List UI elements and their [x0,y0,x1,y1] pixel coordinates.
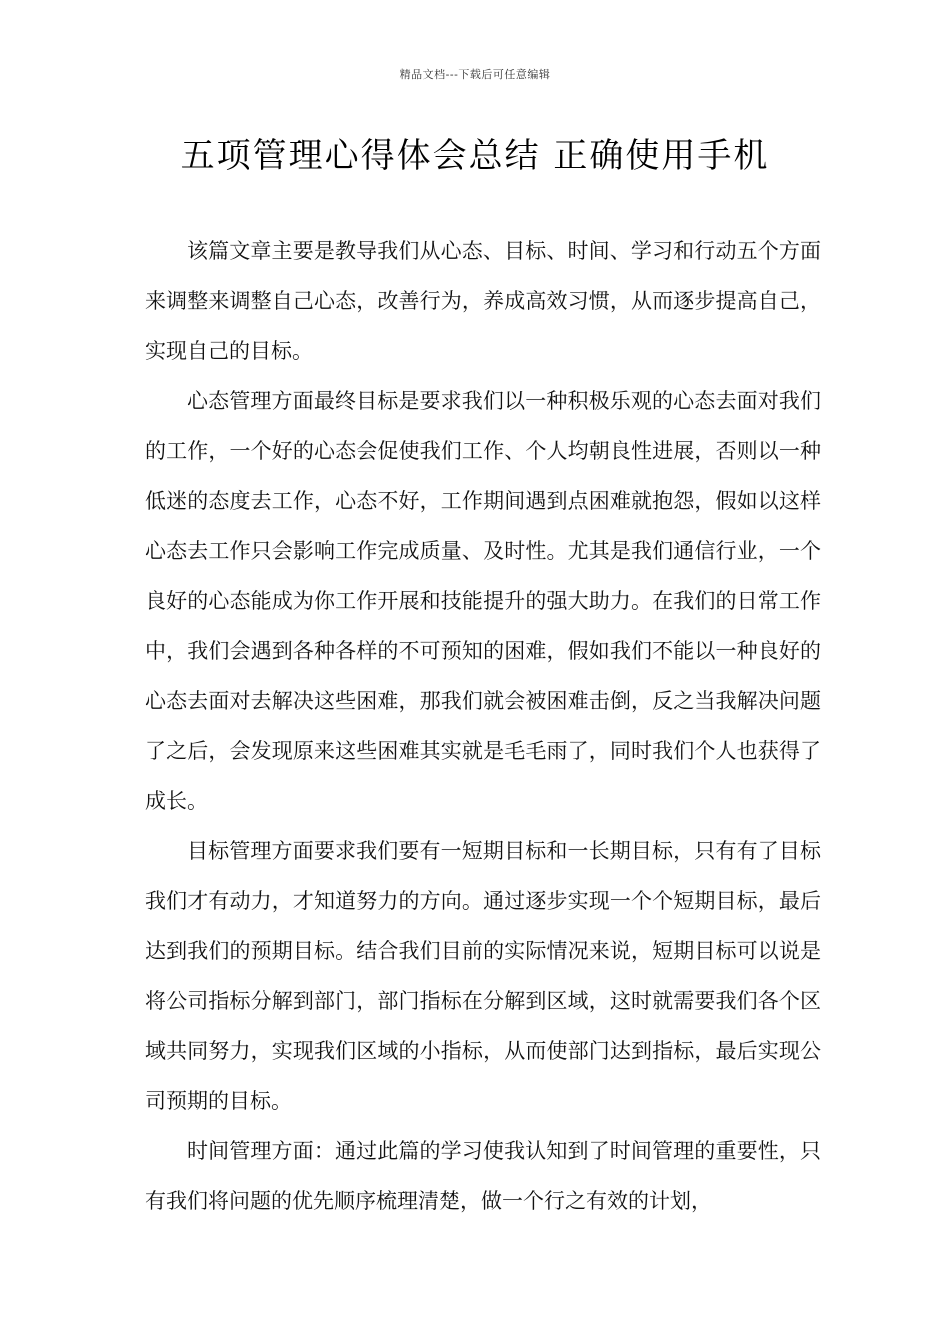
header-note: 精品文档---下载后可任意编辑 [399,68,551,81]
document-title: 五项管理心得体会总结 正确使用手机 [180,136,770,176]
paragraph-time: 时间管理方面：通过此篇的学习使我认知到了时间管理的重要性，只有我们将问题的优先顺序梳理清楚，做一个行之有效的计划， [145,1139,821,1213]
paragraph-mindset: 心态管理方面最终目标是要求我们以一种积极乐观的心态去面对我们的工作，一个好的心态会促使我们工作、个人均朝良性进展，否则以一种低迷的态度去工作，心态不好，工作期间遇到点困难就抱怨，假如以这样心态去工作只会影响工作完成质量、及时性。尤其是我们通信行业，一个良好的心态能成为你工作开展和技能提升的强大助力。在我们的日常工作中，我们会遇到各种各样的不可预知的困难，假如我们不能以一种良好的心态去面对去解决这些困难，那我们就会被困难击倒，反之当我解决问题了之后，会发现原来这些困难其实就是毛毛雨了，同时我们个人也获得了成长。 [145,389,821,813]
paragraph-intro: 该篇文章主要是教导我们从心态、目标、时间、学习和行动五个方面来调整来调整自己心态，改善行为，养成高效习惯，从而逐步提高自己，实现自己的目标。 [145,239,821,363]
document-body [145,226,821,1226]
paragraph-goals: 目标管理方面要求我们要有一短期目标和一长期目标，只有有了目标我们才有动力，才知道努力的方向。通过逐步实现一个个短期目标，最后达到我们的预期目标。结合我们目前的实际情况来说，短期目标可以说是将公司指标分解到部门，部门指标在分解到区域，这时就需要我们各个区域共同努力，实现我们区域的小指标，从而使部门达到指标，最后实现公司预期的目标。 [145,839,821,1113]
